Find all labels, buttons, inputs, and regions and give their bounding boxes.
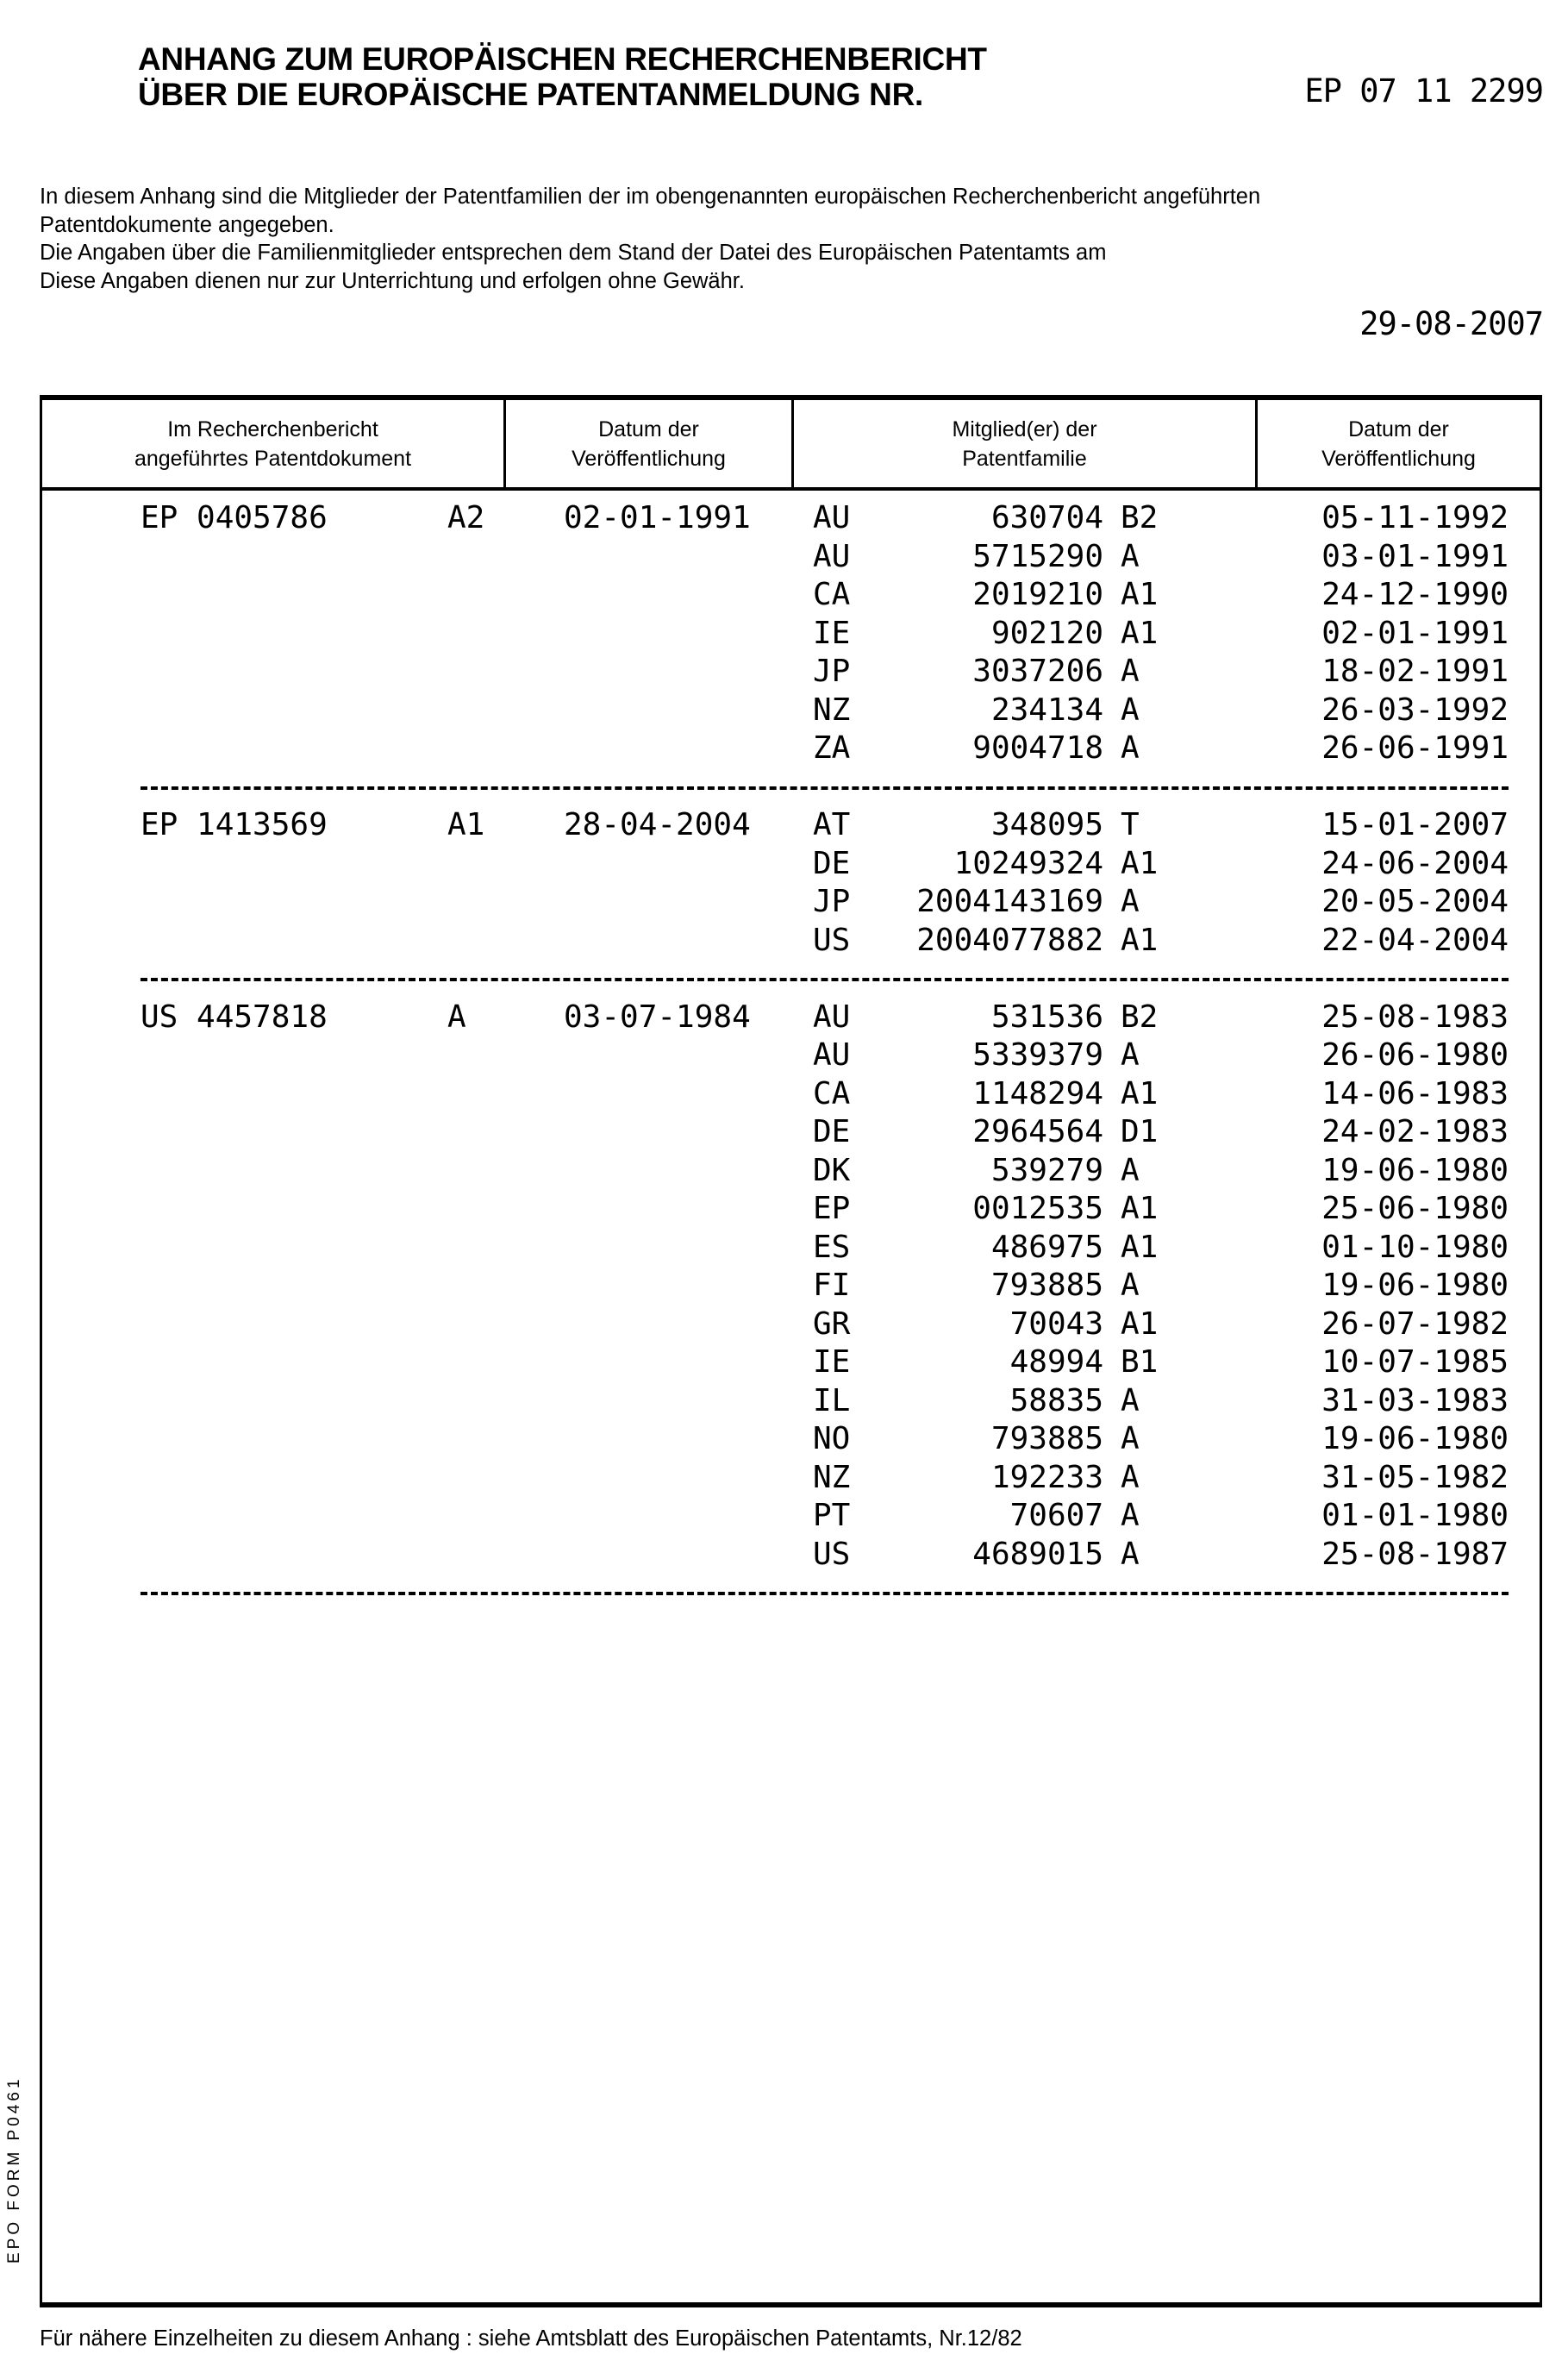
member-kind: A — [1121, 1497, 1140, 1536]
member-kind: A1 — [1121, 1229, 1158, 1268]
member-publication-date: 25-06-1980 — [1321, 1190, 1509, 1229]
member-kind: A — [1121, 1152, 1140, 1191]
table-row — [0, 1420, 1568, 1459]
header-text: Datum der — [1321, 415, 1476, 444]
member-kind: B1 — [1121, 1343, 1158, 1382]
table-row — [0, 999, 1568, 1037]
member-publication-date: 26-06-1980 — [1321, 1036, 1509, 1075]
publication-date: 02-01-1991 — [564, 499, 751, 538]
member-kind: A — [1121, 1536, 1140, 1575]
member-kind: A1 — [1121, 845, 1158, 884]
member-country: JP — [813, 653, 850, 692]
header-text: Veröffentlichung — [1321, 444, 1476, 473]
member-number: 630704 — [991, 499, 1103, 538]
cited-document-kind: A2 — [447, 499, 484, 538]
member-kind: B2 — [1121, 999, 1158, 1037]
member-publication-date: 26-06-1991 — [1321, 729, 1509, 768]
member-country: AU — [813, 538, 850, 577]
member-number: 9004718 — [972, 729, 1103, 768]
column-header-family-members — [794, 400, 1258, 487]
member-kind: A1 — [1121, 615, 1158, 654]
table-row — [0, 499, 1568, 538]
member-country: IL — [813, 1382, 850, 1421]
member-publication-date: 26-07-1982 — [1321, 1305, 1509, 1344]
table-row — [0, 538, 1568, 577]
member-number: 1148294 — [972, 1075, 1103, 1114]
member-publication-date: 02-01-1991 — [1321, 615, 1509, 654]
cited-document-kind: A1 — [447, 806, 484, 845]
member-kind: D1 — [1121, 1113, 1158, 1152]
member-number: 486975 — [991, 1229, 1103, 1268]
column-header-publication-date — [506, 400, 794, 487]
member-country: IE — [813, 615, 850, 654]
member-country: DE — [813, 845, 850, 884]
table-row — [0, 922, 1568, 961]
member-publication-date: 10-07-1985 — [1321, 1343, 1509, 1382]
member-country: AU — [813, 499, 850, 538]
member-publication-date: 25-08-1983 — [1321, 999, 1509, 1037]
member-number: 70607 — [1010, 1497, 1103, 1536]
member-number: 793885 — [991, 1420, 1103, 1459]
table-row — [0, 1343, 1568, 1382]
member-number: 234134 — [991, 692, 1103, 730]
member-publication-date: 05-11-1992 — [1321, 499, 1509, 538]
intro-line: Die Angaben über die Familienmitglieder entsprechen dem Stand der Datei des Europäischen Patentamts am — [40, 239, 1540, 267]
table-row — [0, 729, 1568, 768]
member-publication-date: 19-06-1980 — [1321, 1420, 1509, 1459]
member-publication-date: 19-06-1980 — [1321, 1152, 1509, 1191]
member-kind: A — [1121, 1382, 1140, 1421]
table-row — [0, 1036, 1568, 1075]
member-number: 5715290 — [972, 538, 1103, 577]
group-separator — [0, 1574, 1568, 1612]
member-number: 5339379 — [972, 1036, 1103, 1075]
member-kind: A1 — [1121, 1190, 1158, 1229]
table-row — [0, 806, 1568, 845]
table-row — [0, 1229, 1568, 1268]
cited-document-kind: A — [447, 999, 466, 1037]
cited-document: US 4457818 — [141, 999, 328, 1037]
member-kind: A — [1121, 1036, 1140, 1075]
member-number: 58835 — [1010, 1382, 1103, 1421]
member-kind: A — [1121, 1459, 1140, 1498]
member-kind: A — [1121, 692, 1140, 730]
intro-line: In diesem Anhang sind die Mitglieder der Patentfamilien der im obengenannten europäischen Recherchenbericht angeführten — [40, 183, 1540, 211]
column-header-cited-document — [42, 400, 506, 487]
member-publication-date: 01-01-1980 — [1321, 1497, 1509, 1536]
member-kind: A — [1121, 729, 1140, 768]
member-country: JP — [813, 883, 850, 922]
group-separator — [0, 768, 1568, 807]
member-publication-date: 24-06-2004 — [1321, 845, 1509, 884]
intro-line: Patentdokumente angegeben. — [40, 211, 1540, 240]
member-country: PT — [813, 1497, 850, 1536]
member-country: AU — [813, 1036, 850, 1075]
member-country: NZ — [813, 1459, 850, 1498]
member-kind: A1 — [1121, 922, 1158, 961]
member-country: NZ — [813, 692, 850, 730]
header-text: Im Recherchenbericht — [134, 415, 411, 444]
member-country: ES — [813, 1229, 850, 1268]
header-text: Veröffentlichung — [572, 444, 726, 473]
header-text: angeführtes Patentdokument — [134, 444, 411, 473]
member-kind: A — [1121, 883, 1140, 922]
member-country: US — [813, 1536, 850, 1575]
member-publication-date: 20-05-2004 — [1321, 883, 1509, 922]
member-number: 48994 — [1010, 1343, 1103, 1382]
member-kind: A1 — [1121, 576, 1158, 615]
member-number: 70043 — [1010, 1305, 1103, 1344]
member-country: IE — [813, 1343, 850, 1382]
cited-document: EP 1413569 — [141, 806, 328, 845]
footer-note: Für nähere Einzelheiten zu diesem Anhang : siehe Amtsblatt des Europäischen Patentamts, Nr.12/82 — [40, 2326, 1022, 2351]
publication-date: 03-07-1984 — [564, 999, 751, 1037]
table-row — [0, 845, 1568, 884]
member-kind: A — [1121, 538, 1140, 577]
table-row — [0, 576, 1568, 615]
member-country: DE — [813, 1113, 850, 1152]
table-row — [0, 692, 1568, 730]
publication-date: 28-04-2004 — [564, 806, 751, 845]
member-country: EP — [813, 1190, 850, 1229]
member-number: 531536 — [991, 999, 1103, 1037]
table-row — [0, 1075, 1568, 1114]
member-country: US — [813, 922, 850, 961]
title-line-2: ÜBER DIE EUROPÄISCHE PATENTANMELDUNG NR. — [138, 77, 987, 112]
table-header — [42, 400, 1540, 491]
member-number: 539279 — [991, 1152, 1103, 1191]
table-row — [0, 1267, 1568, 1305]
member-publication-date: 25-08-1987 — [1321, 1536, 1509, 1575]
table-row — [0, 1497, 1568, 1536]
header-text: Mitglied(er) der — [952, 415, 1096, 444]
table-row — [0, 1152, 1568, 1191]
header-text: Patentfamilie — [952, 444, 1096, 473]
member-number: 3037206 — [972, 653, 1103, 692]
member-country: GR — [813, 1305, 850, 1344]
cited-document: EP 0405786 — [141, 499, 328, 538]
member-kind: A — [1121, 1267, 1140, 1305]
table-row — [0, 615, 1568, 654]
member-kind: A — [1121, 1420, 1140, 1459]
table-row — [0, 653, 1568, 692]
application-number: EP 07 11 2299 — [1304, 72, 1543, 110]
member-number: 902120 — [991, 615, 1103, 654]
member-publication-date: 31-03-1983 — [1321, 1382, 1509, 1421]
table-row — [0, 1305, 1568, 1344]
member-kind: B2 — [1121, 499, 1158, 538]
document-title — [138, 41, 987, 112]
table-row — [0, 1190, 1568, 1229]
header-text: Datum der — [572, 415, 726, 444]
member-publication-date: 24-02-1983 — [1321, 1113, 1509, 1152]
member-publication-date: 22-04-2004 — [1321, 922, 1509, 961]
member-country: CA — [813, 576, 850, 615]
member-country: AU — [813, 999, 850, 1037]
intro-text — [40, 183, 1540, 295]
form-identifier: EPO FORM P0461 — [5, 2076, 24, 2263]
member-country: CA — [813, 1075, 850, 1114]
table-row — [0, 883, 1568, 922]
table-body — [0, 499, 1568, 1612]
group-separator — [0, 960, 1568, 999]
member-number: 793885 — [991, 1267, 1103, 1305]
member-country: AT — [813, 806, 850, 845]
table-row — [0, 1536, 1568, 1575]
member-country: ZA — [813, 729, 850, 768]
table-row — [0, 1459, 1568, 1498]
member-country: NO — [813, 1420, 850, 1459]
table-row — [0, 1113, 1568, 1152]
member-number: 192233 — [991, 1459, 1103, 1498]
member-publication-date: 18-02-1991 — [1321, 653, 1509, 692]
member-publication-date: 01-10-1980 — [1321, 1229, 1509, 1268]
member-publication-date: 24-12-1990 — [1321, 576, 1509, 615]
member-number: 4689015 — [972, 1536, 1103, 1575]
member-number: 2019210 — [972, 576, 1103, 615]
member-country: DK — [813, 1152, 850, 1191]
member-number: 2964564 — [972, 1113, 1103, 1152]
member-number: 2004143169 — [916, 883, 1103, 922]
member-kind: A1 — [1121, 1075, 1158, 1114]
member-kind: A1 — [1121, 1305, 1158, 1344]
member-country: FI — [813, 1267, 850, 1305]
member-number: 2004077882 — [916, 922, 1103, 961]
member-number: 348095 — [991, 806, 1103, 845]
intro-line: Diese Angaben dienen nur zur Unterrichtung und erfolgen ohne Gewähr. — [40, 267, 1540, 296]
member-publication-date: 03-01-1991 — [1321, 538, 1509, 577]
member-publication-date: 19-06-1980 — [1321, 1267, 1509, 1305]
member-number: 10249324 — [954, 845, 1103, 884]
member-kind: T — [1121, 806, 1140, 845]
member-publication-date: 14-06-1983 — [1321, 1075, 1509, 1114]
title-line-1: ANHANG ZUM EUROPÄISCHEN RECHERCHENBERICHT — [138, 41, 987, 77]
member-number: 0012535 — [972, 1190, 1103, 1229]
member-kind: A — [1121, 653, 1140, 692]
member-publication-date: 31-05-1982 — [1321, 1459, 1509, 1498]
table-row — [0, 1382, 1568, 1421]
column-header-member-publication-date — [1258, 400, 1540, 487]
member-publication-date: 26-03-1992 — [1321, 692, 1509, 730]
member-publication-date: 15-01-2007 — [1321, 806, 1509, 845]
report-date: 29-08-2007 — [1359, 305, 1543, 342]
